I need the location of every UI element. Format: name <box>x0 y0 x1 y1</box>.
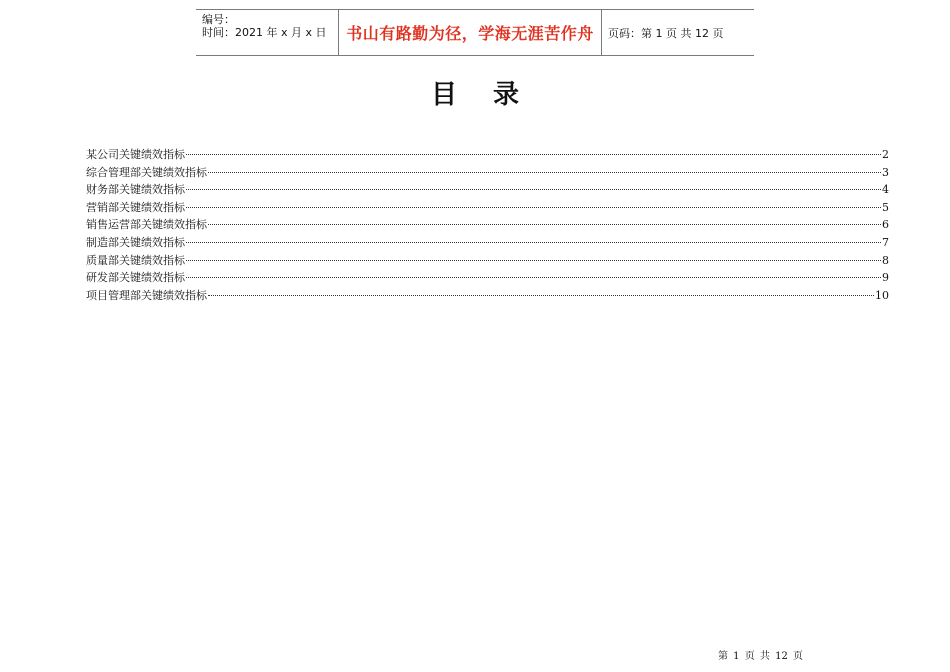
toc-entry[interactable] <box>86 216 889 234</box>
toc-entry-label: 财务部关键绩效指标 <box>86 183 185 197</box>
number-label: 编号： <box>202 13 235 26</box>
toc-entry-label: 某公司关键绩效指标 <box>86 148 185 161</box>
toc-leader-dots <box>208 224 881 225</box>
toc-leader-dots <box>186 207 881 208</box>
toc-entry-label: 质量部关键绩效指标 <box>86 253 185 267</box>
table-of-contents <box>86 146 889 304</box>
toc-entry[interactable] <box>86 146 889 164</box>
toc-entry-label: 销售运营部关键绩效指标 <box>86 218 207 232</box>
toc-leader-dots <box>186 242 881 243</box>
toc-entry-label: 营销部关键绩效指标 <box>86 200 185 214</box>
toc-entry-page: 8 <box>882 253 889 267</box>
toc-entry[interactable] <box>86 234 889 252</box>
header-meta <box>196 10 338 55</box>
toc-entry-page: 6 <box>882 218 889 232</box>
toc-entry[interactable] <box>86 199 889 217</box>
header-motto: 书山有路勤为径，学海无涯苦作舟 <box>338 10 602 55</box>
toc-entry[interactable] <box>86 252 889 270</box>
toc-leader-dots <box>186 154 881 155</box>
toc-entry-page: 10 <box>875 288 889 302</box>
toc-entry-page: 7 <box>882 235 889 249</box>
page-footer: 第 1 页 共 12 页 <box>718 651 803 662</box>
toc-entry-page: 5 <box>882 200 889 214</box>
page-header <box>196 9 754 56</box>
toc-entry[interactable] <box>86 287 889 305</box>
toc-leader-dots <box>208 295 874 296</box>
toc-leader-dots <box>186 189 881 190</box>
toc-entry-label: 项目管理部关键绩效指标 <box>86 288 207 302</box>
toc-leader-dots <box>186 260 881 261</box>
toc-entry-page: 9 <box>882 271 889 285</box>
time-label: 时间：2021 年 x 月 x 日 <box>202 26 327 39</box>
page-title: 目录 <box>430 80 555 110</box>
toc-entry[interactable] <box>86 181 889 199</box>
toc-leader-dots <box>186 277 881 278</box>
toc-entry-label: 研发部关键绩效指标 <box>86 271 185 285</box>
toc-leader-dots <box>208 172 881 173</box>
header-page-info: 页码：第 1 页 共 12 页 <box>608 26 724 40</box>
toc-entry-label: 综合管理部关键绩效指标 <box>86 165 207 179</box>
toc-entry-page: 2 <box>882 148 889 161</box>
toc-entry-page: 4 <box>882 183 889 197</box>
toc-entry-page: 3 <box>882 165 889 179</box>
toc-entry[interactable] <box>86 164 889 182</box>
toc-entry-label: 制造部关键绩效指标 <box>86 235 185 249</box>
toc-entry[interactable] <box>86 269 889 287</box>
